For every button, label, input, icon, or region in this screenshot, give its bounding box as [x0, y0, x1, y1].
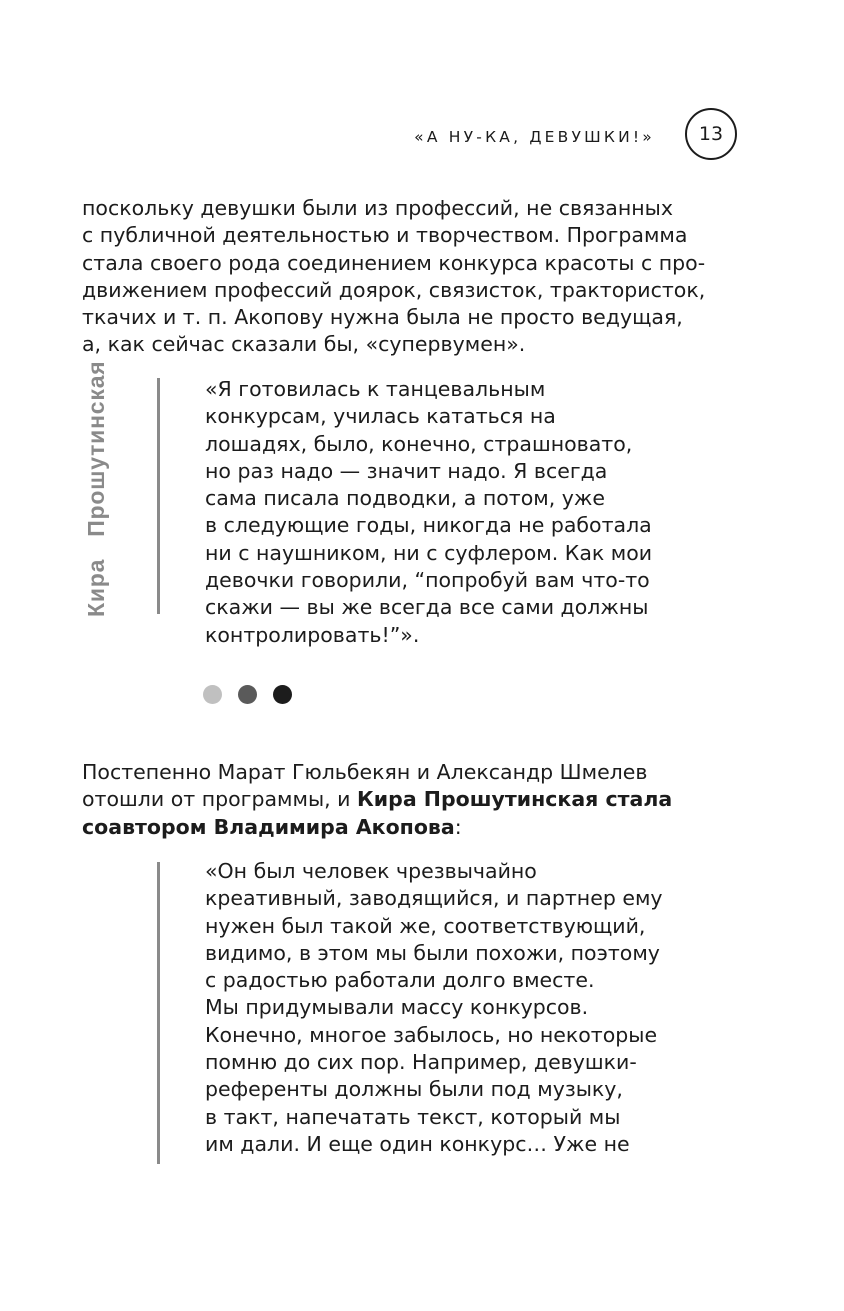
quote-line: скажи — вы же всегда все сами должны — [205, 595, 649, 620]
text-span: отошли от программы, и — [82, 787, 358, 812]
quote-line: им дали. И еще один конкурс… Уже не — [205, 1131, 630, 1156]
author-first-name: Кира — [83, 558, 109, 617]
quote-line: в следующие годы, никогда не работала — [205, 513, 652, 538]
separator-dot-dark — [273, 685, 292, 704]
quote-line: с радостью работали долго вместе. — [205, 968, 595, 993]
quote-line: креативный, заводящийся, и партнер ему — [205, 886, 663, 911]
body-paragraph-2 — [82, 759, 682, 841]
quote-line: Конечно, многое забылось, но некоторые — [205, 1022, 658, 1047]
quote-line: нужен был такой же, соответствующий, — [205, 913, 646, 938]
quote-line: референты должны были под музыку, — [205, 1077, 623, 1102]
text-span: : — [454, 814, 462, 839]
text-line: с публичной деятельностью и творчеством. Программа — [82, 223, 688, 248]
quote-line: контролировать!”». — [205, 622, 420, 647]
quote-line: конкурсам, училась кататься на — [205, 404, 556, 429]
separator-dot-light — [203, 685, 222, 704]
quote-block-1 — [205, 376, 685, 649]
quote-line: Мы придумывали массу конкурсов. — [205, 995, 589, 1020]
quote-line: но раз надо — значит надо. Я всегда — [205, 458, 608, 483]
quote-rule — [157, 862, 160, 1164]
quote-line: видимо, в этом мы были похожи, поэтому — [205, 940, 660, 965]
quote-line: «Я готовилась к танцевальным — [205, 377, 546, 401]
quote-line: ни с наушником, ни с суфлером. Как мои — [205, 540, 653, 565]
text-line: поскольку девушки были из профессий, не связанных — [82, 196, 673, 220]
text-line: стала своего рода соединением конкурса красоты с про- — [82, 250, 706, 275]
bold-text-span: соавтором Владимира Акопова — [82, 814, 455, 839]
quote-line: в такт, напечатать текст, который мы — [205, 1104, 621, 1129]
quote-line: «Он был человек чрезвычайно — [205, 859, 537, 883]
quote-rule — [157, 378, 160, 614]
quote-block-2 — [205, 858, 685, 1158]
author-last-name: Прошутинская — [83, 360, 109, 537]
section-separator — [203, 685, 292, 705]
quote-line: помню до сих пор. Например, девушки- — [205, 1050, 637, 1075]
text-line: движением профессий доярок, связисток, трактористок, — [82, 277, 706, 302]
running-title: «А НУ-КА, ДЕВУШКИ!» — [414, 128, 655, 146]
page-number: 13 — [685, 108, 737, 160]
quote-line: сама писала подводки, а потом, уже — [205, 486, 605, 511]
text-line: Постепенно Марат Гюльбекян и Александр Шмелев — [82, 760, 648, 784]
sidebar-author-name — [84, 360, 108, 617]
body-paragraph-1 — [82, 195, 706, 359]
quote-line: лошадях, было, конечно, страшновато, — [205, 431, 633, 456]
bold-text-span: Кира Прошутинская стала — [357, 787, 673, 812]
text-line: ткачих и т. п. Акопову нужна была не просто ведущая, — [82, 305, 683, 330]
text-line — [82, 814, 682, 841]
text-line: а, как сейчас сказали бы, «супервумен». — [82, 332, 526, 357]
quote-line: девочки говорили, “попробуй вам что-то — [205, 568, 650, 593]
text-line — [82, 786, 682, 813]
separator-dot-medium — [238, 685, 257, 704]
